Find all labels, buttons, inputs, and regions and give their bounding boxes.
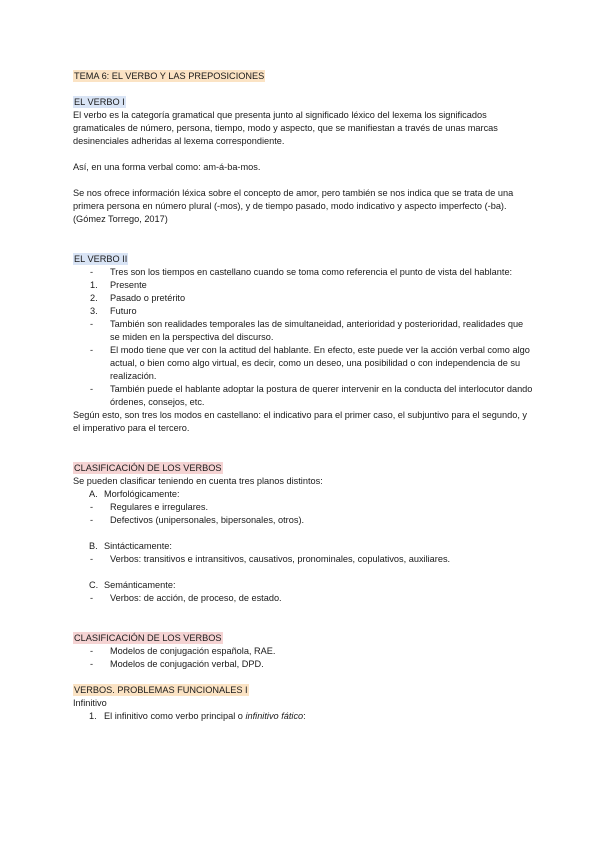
emphasis-text: infinitivo fático xyxy=(245,711,304,721)
paragraph: Según esto, son tres los modos en castellano: el indicativo para el primer caso, el subjuntivo para el segundo, y el imperativo para el tercero. xyxy=(73,410,528,433)
plane-b-items xyxy=(73,553,533,566)
list-item-text: Pasado o pretérito xyxy=(110,293,186,303)
list-item xyxy=(73,279,533,292)
list-item: - Verbos: transitivos e intransitivos, causativos, pronominales, copulativos, auxiliares. xyxy=(90,554,451,564)
list-item-end: : xyxy=(303,711,306,721)
list-marker: 1. xyxy=(90,280,98,290)
document-title: TEMA 6: EL VERBO Y LAS PREPOSICIONES xyxy=(74,71,265,81)
list-item xyxy=(73,318,533,344)
list-item xyxy=(73,344,533,383)
list-item: - Modelos de conjugación verbal, DPD. xyxy=(90,659,264,669)
list-item-text: También son realidades temporales las de simultaneidad, anterioridad y posterioridad, realidades que se miden en la perspectiva del discurso. xyxy=(110,319,524,342)
list-marker: - xyxy=(90,384,94,394)
list-item-text: Verbos: de acción, de proceso, de estado. xyxy=(110,593,282,603)
verbo-2-list xyxy=(73,266,533,409)
section-heading: CLASIFICACIÓN DE LOS VERBOS xyxy=(74,633,222,643)
section-heading: CLASIFICACIÓN DE LOS VERBOS xyxy=(74,463,222,473)
section-clasificacion-1 xyxy=(73,462,533,605)
list-item-text: También puede el hablante adoptar la postura de querer intervenir en la conducta del interlocutor dando órdenes, consejos, etc. xyxy=(110,384,533,407)
list-item-text: Regulares e irregulares. xyxy=(110,502,209,512)
list-item xyxy=(73,292,533,305)
section-verbo-1 xyxy=(73,96,533,226)
list-item xyxy=(73,488,533,501)
section-problemas-funcionales xyxy=(73,684,533,723)
plane-a xyxy=(73,488,533,501)
list-item: - Verbos: de acción, de proceso, de estado. xyxy=(90,593,282,603)
list-marker: - xyxy=(90,345,94,355)
list-item xyxy=(73,540,533,553)
list-marker: B. xyxy=(89,541,98,551)
section-verbo-2 xyxy=(73,253,533,435)
list-marker: 1. xyxy=(89,711,97,721)
list-item-text: Tres son los tiempos en castellano cuando se toma como referencia el punto de vista del hablante: xyxy=(110,267,513,277)
list-marker: C. xyxy=(89,580,99,590)
section-heading: EL VERBO I xyxy=(74,97,125,107)
paragraph: Se pueden clasificar teniendo en cuenta tres planos distintos: xyxy=(73,476,323,486)
document-title-row xyxy=(73,70,533,83)
subheading: Infinitivo xyxy=(73,698,107,708)
list-marker: - xyxy=(90,267,94,277)
plane-c-items xyxy=(73,592,533,605)
list-marker: 2. xyxy=(90,293,98,303)
list-item: - Regulares e irregulares. xyxy=(90,502,209,512)
section-clasificacion-2 xyxy=(73,632,533,671)
list-marker: - xyxy=(90,319,94,329)
list-item: - Modelos de conjugación española, RAE. xyxy=(90,646,276,656)
paragraph: Se nos ofrece información léxica sobre el concepto de amor, pero también se nos indica que se trata de una primera persona en número plural (-mos), y de tiempo pasado, modo indicativo y aspecto imperfecto (-ba). xyxy=(73,188,514,211)
list-item-text: Defectivos (unipersonales, bipersonales, otros). xyxy=(110,515,305,525)
paragraph: Así, en una forma verbal como: am-á-ba-mos. xyxy=(73,162,261,172)
plane-c xyxy=(73,579,533,592)
section-heading: EL VERBO II xyxy=(74,254,128,264)
plane-b xyxy=(73,540,533,553)
document-body xyxy=(73,70,533,723)
conjugation-models-list xyxy=(73,645,533,671)
list-item-text: Sintácticamente: xyxy=(104,541,172,551)
list-item xyxy=(73,266,533,279)
list-item-text: Morfológicamente: xyxy=(104,489,180,499)
paragraph: El verbo es la categoría gramatical que presenta junto al significado léxico del lexema los significados gramaticales de número, persona, tiempo, modo y aspecto, que se manifiestan a través de unas marcas desinenciales adheridas al lexema correspondiente. xyxy=(73,110,498,146)
list-item-text: Verbos: transitivos e intransitivos, causativos, pronominales, copulativos, auxiliares. xyxy=(110,554,451,564)
list-item-text: Semánticamente: xyxy=(104,580,176,590)
citation: (Gómez Torrego, 2017) xyxy=(73,214,168,224)
section-heading: VERBOS. PROBLEMAS FUNCIONALES I xyxy=(74,685,248,695)
list-item-text: Modelos de conjugación verbal, DPD. xyxy=(110,659,264,669)
list-item xyxy=(73,305,533,318)
plane-a-items xyxy=(73,501,533,527)
list-item-text: Presente xyxy=(110,280,147,290)
list-item xyxy=(73,383,533,409)
list-item: - Defectivos (unipersonales, bipersonales, otros). xyxy=(90,515,305,525)
list-marker: A. xyxy=(89,489,98,499)
list-item-text: Futuro xyxy=(110,306,137,316)
list-item-text: El infinitivo como verbo principal o xyxy=(104,711,246,721)
infinitivo-list xyxy=(73,710,533,723)
list-item-text: Modelos de conjugación española, RAE. xyxy=(110,646,276,656)
list-item xyxy=(73,579,533,592)
list-marker: 3. xyxy=(90,306,98,316)
list-item-text: El modo tiene que ver con la actitud del hablante. En efecto, este puede ver la acción verbal como algo actual, o bien como algo virtual, es decir, como un deseo, una posibilidad o con independencia de su realización. xyxy=(110,345,530,381)
list-item xyxy=(73,710,533,723)
